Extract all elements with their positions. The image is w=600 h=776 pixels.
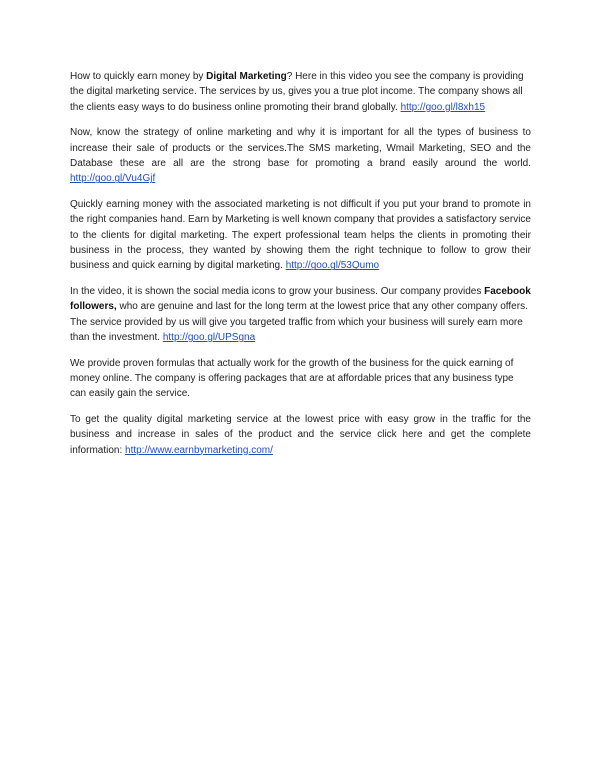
paragraph-call-to-action bbox=[70, 412, 531, 458]
document-body bbox=[70, 69, 531, 468]
link-goo-vu4gjf[interactable]: http://goo.gl/Vu4Gjf bbox=[70, 173, 156, 185]
link-goo-upsgna[interactable]: http://goo.gl/UPSgna bbox=[162, 332, 256, 344]
bold-term-digital-marketing: Digital Marketing bbox=[206, 71, 287, 82]
link-earnbymarketing[interactable]: http://www.earnbymarketing.com/ bbox=[125, 444, 273, 456]
paragraph-social-media bbox=[70, 284, 531, 346]
paragraph-text: How to quickly earn money by bbox=[70, 71, 207, 82]
paragraph-text: ? Here in this video you see the company is providing the digital marketing service. The services by us, gives you a true plot income. The company shows all the clients easy ways to do business online promoting their brand globally. bbox=[70, 71, 524, 113]
paragraph-text: In the video, it is shown the social media icons to grow your business. Our company provides bbox=[70, 285, 485, 297]
paragraph-strategy bbox=[70, 125, 531, 187]
bold-term-facebook-followers: Facebook followers, bbox=[70, 285, 531, 313]
paragraph-text: Now, know the strategy of online marketing and why it is important for all the types of business to increase their sale of products or the services.The SMS marketing, Wmail Marketing, SEO and the Database these are all are the strong base for promoting a brand easily around the world. bbox=[70, 127, 531, 170]
paragraph-formulas bbox=[70, 356, 531, 402]
paragraph-text: Quickly earning money with the associated marketing is not difficult if you put your brand to promote in the right companies hand. Earn by Marketing is well known company that provides a satisfactory service to the clients for digital marketing. The expert professional team helps the clients in promoting their business in the process, they wanted by showing them the right technique to follow to grow their business and quick earning by digital marketing. bbox=[70, 198, 531, 272]
paragraph-text: who are genuine and last for the long term at the lowest price that any other company offers. The service provided by us will give you targeted traffic from which your business will surely earn more than the investment. bbox=[70, 301, 528, 344]
paragraph-quick-earning bbox=[70, 197, 531, 274]
paragraph-text: To get the quality digital marketing service at the lowest price with easy grow in the traffic for the business and increase in sales of the product and the service click here and get the complete information: bbox=[70, 413, 531, 456]
link-goo-l8xh15[interactable]: http://goo.gl/l8xh15 bbox=[400, 101, 486, 113]
paragraph-intro bbox=[70, 69, 531, 115]
paragraph-text: We provide proven formulas that actually work for the growth of the business for the quick earning of money online. The company is offering packages that are at affordable prices that any business type can easily gain the service. bbox=[70, 357, 514, 400]
link-goo-53qumo[interactable]: http://goo.gl/53Qumo bbox=[285, 260, 380, 272]
